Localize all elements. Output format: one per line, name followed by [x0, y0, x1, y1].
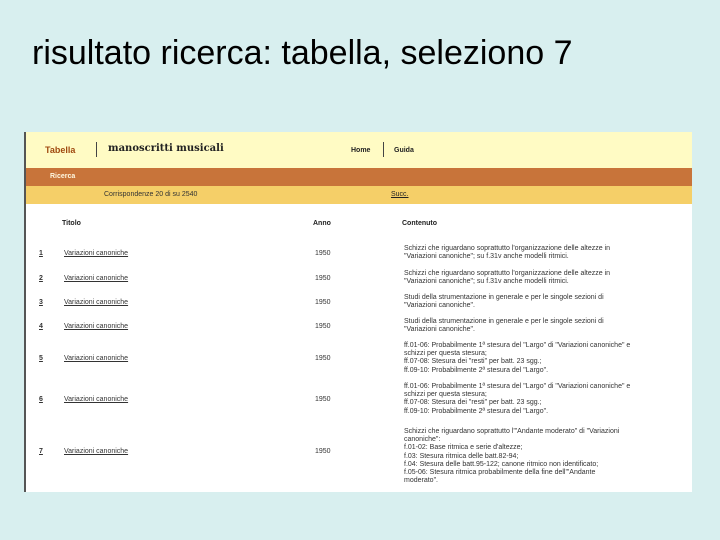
nav-divider [383, 142, 384, 157]
row-number-link[interactable]: 6 [39, 396, 43, 403]
section-bar [26, 168, 692, 186]
row-content-line: "Variazioni canoniche"; su f.31v anche modelli ritmici. [404, 278, 569, 286]
row-content-line: canoniche": [404, 436, 441, 444]
row-year: 1950 [315, 275, 331, 282]
row-content-line: ff.09-10: Probabilmente 2ª stesura del "Largo". [404, 407, 549, 415]
results-count: Corrispondenze 20 di su 2540 [104, 191, 198, 198]
row-content-line: ff.01-06: Probabilmente 1ª stesura del "Largo" di "Variazioni canoniche" e [404, 342, 631, 349]
row-title-link[interactable]: Variazioni canoniche [64, 355, 129, 362]
row-content-line: Schizzi che riguardano soprattutto l'organizzazione delle altezze in [404, 245, 611, 252]
row-content-line: ff.01-06: Probabilmente 1ª stesura del "Largo" di "Variazioni canoniche" e [404, 383, 631, 390]
row-content-line: ff.07-08: Stesura dei "resti" per batt. 23 sgg.; [404, 399, 542, 407]
row-number-link[interactable]: 5 [39, 355, 43, 362]
row-year: 1950 [315, 299, 331, 306]
row-number-link[interactable]: 3 [39, 299, 43, 306]
row-number-link[interactable]: 4 [39, 323, 43, 330]
row-content [404, 294, 692, 310]
row-content [404, 383, 692, 416]
row-content-line: schizzi per questa stesura; [404, 350, 487, 358]
app-screenshot [24, 132, 692, 492]
row-title-link[interactable]: Variazioni canoniche [64, 396, 129, 403]
row-content-line: Schizzi che riguardano soprattutto l'organizzazione delle altezze in [404, 270, 611, 277]
column-header-content: Contenuto [402, 220, 437, 227]
row-year: 1950 [315, 323, 331, 330]
row-content-line: "Variazioni canoniche"; su f.31v anche modelli ritmici. [404, 253, 569, 261]
home-link[interactable]: Home [351, 147, 371, 154]
row-content-line: ff.07-08: Stesura dei "resti" per batt. 23 sgg.; [404, 358, 542, 366]
row-content-line: f.05-06: Stesura ritmica probabilmente della fine dell'"Andante [404, 469, 596, 477]
row-year: 1950 [315, 250, 331, 257]
results-bar [26, 186, 692, 204]
row-number-link[interactable]: 1 [39, 250, 43, 257]
row-number-link[interactable]: 7 [39, 448, 43, 455]
row-content-line: "Variazioni canoniche". [404, 302, 475, 310]
next-page-link[interactable]: Succ. [391, 191, 409, 198]
row-content-line: f.01-02: Base ritmica e serie d'altezze; [404, 444, 523, 452]
slide-title: risultato ricerca: tabella, seleziono 7 [32, 34, 573, 72]
row-content-line: f.03: Stesura ritmica delle batt.82-94; [404, 452, 519, 460]
row-title-link[interactable]: Variazioni canoniche [64, 299, 129, 306]
row-content-line: moderato". [404, 477, 439, 485]
row-title-link[interactable]: Variazioni canoniche [64, 275, 129, 282]
section-label: Ricerca [50, 173, 76, 180]
row-year: 1950 [315, 448, 331, 455]
row-content-line: Schizzi che riguardano soprattutto l'"Andante moderato" di "Variazioni [404, 428, 620, 435]
row-title-link[interactable]: Variazioni canoniche [64, 250, 129, 257]
row-year: 1950 [315, 355, 331, 362]
row-title-link[interactable]: Variazioni canoniche [64, 323, 129, 330]
row-content-line: Studi della strumentazione in generale e per le singole sezioni di [404, 318, 604, 325]
row-content [404, 270, 692, 286]
guide-link[interactable]: Guida [394, 147, 414, 154]
row-content-line: "Variazioni canoniche". [404, 326, 475, 334]
column-header-year: Anno [313, 220, 331, 227]
row-content-line: ff.09-10: Probabilmente 2ª stesura del "Largo". [404, 366, 549, 374]
row-content-line: schizzi per questa stesura; [404, 391, 487, 399]
row-year: 1950 [315, 396, 331, 403]
row-title-link[interactable]: Variazioni canoniche [64, 448, 129, 455]
header-divider [96, 142, 97, 157]
header-bar [26, 132, 692, 168]
row-content-line: f.04: Stesura delle batt.95-122; canone ritmico non identificato; [404, 460, 599, 468]
row-content [404, 245, 692, 261]
row-content-line: Studi della strumentazione in generale e per le singole sezioni di [404, 294, 604, 301]
app-name: manoscritti musicali [108, 143, 224, 154]
row-number-link[interactable]: 2 [39, 275, 43, 282]
row-content [404, 428, 692, 485]
row-content [404, 342, 692, 375]
row-content [404, 318, 692, 334]
brand-tab[interactable]: Tabella [45, 145, 76, 155]
column-header-title: Titolo [62, 220, 81, 227]
